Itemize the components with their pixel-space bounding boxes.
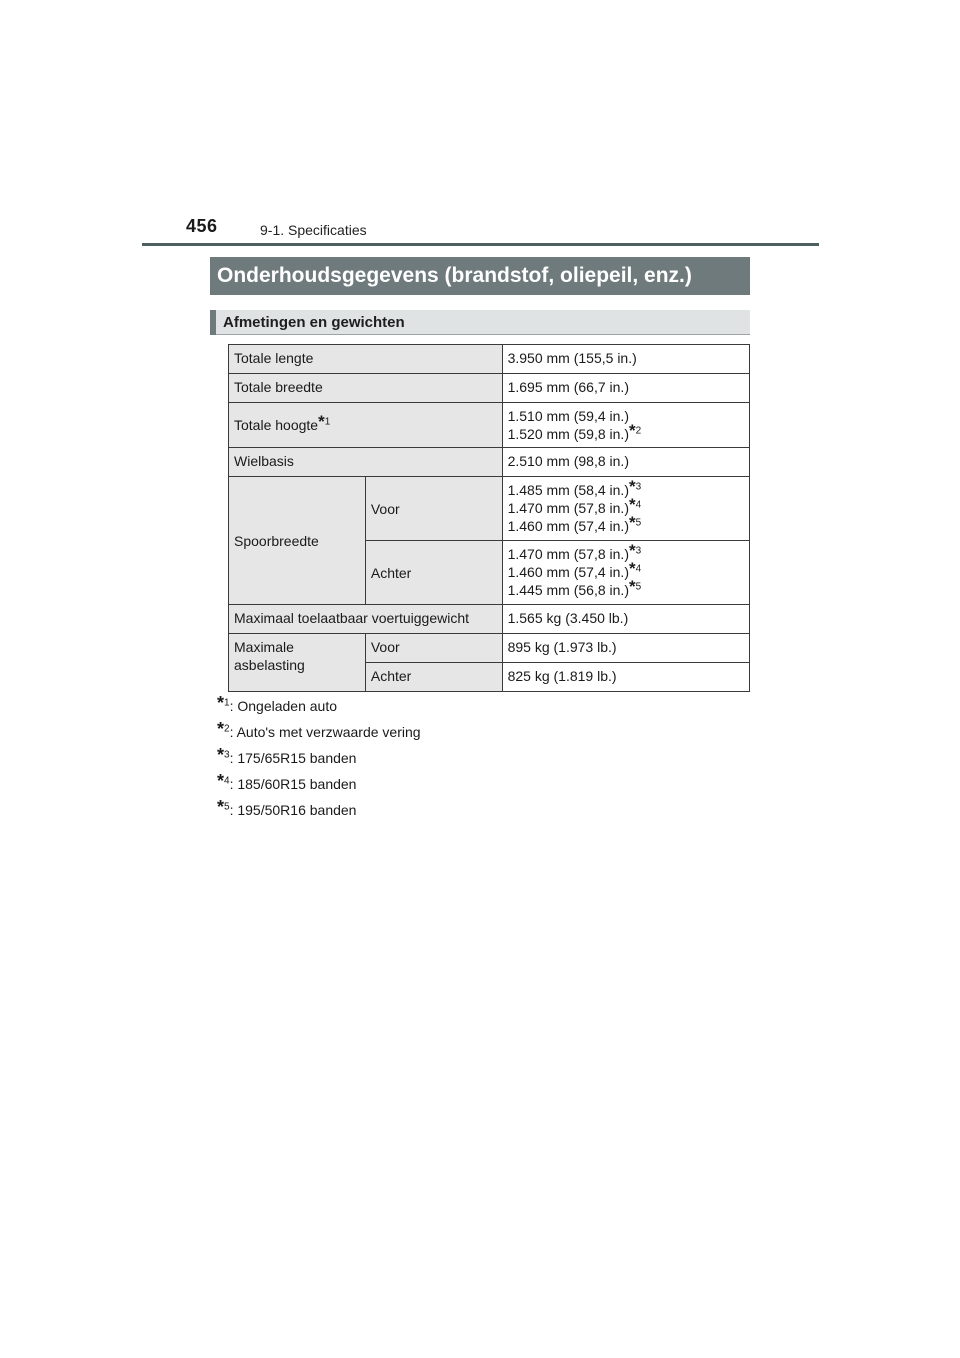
value-line <box>507 513 744 535</box>
value-text: 1.470 mm (57,8 in.) <box>507 546 629 562</box>
footnote-star: * <box>628 421 636 440</box>
value-totale-lengte: 3.950 mm (155,5 in.) <box>502 345 749 374</box>
dimensions-weights-table <box>228 344 750 692</box>
label-totale-hoogte-cell <box>229 403 503 448</box>
footnote-ref: 4 <box>635 499 642 511</box>
table-row <box>229 403 750 448</box>
value-max-gewicht: 1.565 kg (3.450 lb.) <box>502 605 749 634</box>
value-line <box>507 495 744 517</box>
value-spoorbreedte-achter-cell <box>502 541 749 605</box>
value-line <box>507 577 744 599</box>
table-row <box>229 345 750 374</box>
page-title: Onderhoudsgegevens (brandstof, oliepeil, enz.) <box>210 257 750 295</box>
value-text: 1.460 mm (57,4 in.) <box>507 518 629 534</box>
footnote-text: : Ongeladen auto <box>229 698 337 714</box>
footnote-star: * <box>628 495 636 514</box>
value-totale-hoogte-cell <box>502 403 749 448</box>
footnote-star: * <box>217 719 225 739</box>
footnote-star: * <box>628 559 636 578</box>
table-row <box>229 374 750 403</box>
footnote-star: * <box>217 693 225 713</box>
footnote-item <box>217 694 421 720</box>
footnote-star: * <box>318 412 325 431</box>
footnote-ref: 5 <box>635 581 642 593</box>
footnote-item <box>217 772 421 798</box>
value-text: 1.485 mm (58,4 in.) <box>507 482 629 498</box>
subsection-header <box>210 310 750 335</box>
footnote-ref: 2 <box>635 425 642 437</box>
label-wielbasis: Wielbasis <box>229 448 503 477</box>
value-text: 1.470 mm (57,8 in.) <box>507 500 629 516</box>
footnote-ref: 4 <box>635 563 642 575</box>
footnote-star: * <box>628 477 636 496</box>
label-spoorbreedte-voor: Voor <box>365 477 502 541</box>
footnote-number: 1 <box>224 697 230 709</box>
footnote-star: * <box>217 771 225 791</box>
label-spoorbreedte-achter: Achter <box>365 541 502 605</box>
footnote-number: 5 <box>224 801 230 813</box>
value-line <box>507 541 744 563</box>
footnote-text: : 185/60R15 banden <box>229 776 357 792</box>
subsection-title: Afmetingen en gewichten <box>223 314 405 331</box>
footnote-text: : Auto's met verzwaarde vering <box>229 724 421 740</box>
footnote-ref: 1 <box>324 416 331 428</box>
label-asbelasting-achter: Achter <box>365 663 502 692</box>
value-totale-hoogte-2-line <box>507 421 744 443</box>
footnote-text: : 175/65R15 banden <box>229 750 357 766</box>
table-row <box>229 448 750 477</box>
footnote-ref: 5 <box>635 517 642 529</box>
value-totale-hoogte-2: 1.520 mm (59,8 in.) <box>507 426 629 442</box>
section-reference: 9-1. Specificaties <box>260 222 367 238</box>
table-row <box>229 605 750 634</box>
table-row <box>229 477 750 541</box>
footnotes <box>217 694 421 824</box>
footnote-text: : 195/50R16 banden <box>229 802 357 818</box>
footnote-item <box>217 746 421 772</box>
label-asbelasting-voor: Voor <box>365 634 502 663</box>
value-totale-hoogte-1: 1.510 mm (59,4 in.) <box>507 408 629 424</box>
label-spoorbreedte: Spoorbreedte <box>229 477 366 605</box>
label-totale-lengte: Totale lengte <box>229 345 503 374</box>
footnote-ref: 3 <box>635 545 642 557</box>
value-spoorbreedte-voor-cell <box>502 477 749 541</box>
footnote-item <box>217 798 421 824</box>
label-totale-breedte: Totale breedte <box>229 374 503 403</box>
value-asbelasting-voor: 895 kg (1.973 lb.) <box>502 634 749 663</box>
footnote-number: 3 <box>224 749 230 761</box>
footnote-star: * <box>217 745 225 765</box>
value-line <box>507 477 744 499</box>
value-text: 1.445 mm (56,8 in.) <box>507 582 629 598</box>
header-divider <box>142 243 819 246</box>
label-max-gewicht: Maximaal toelaatbaar voertuiggewicht <box>229 605 503 634</box>
footnote-item <box>217 720 421 746</box>
footnote-star: * <box>628 577 636 596</box>
label-max-asbelasting: Maximale asbelasting <box>229 634 366 692</box>
footnote-ref: 3 <box>635 481 642 493</box>
value-asbelasting-achter: 825 kg (1.819 lb.) <box>502 663 749 692</box>
value-totale-breedte: 1.695 mm (66,7 in.) <box>502 374 749 403</box>
footnote-number: 2 <box>224 723 230 735</box>
table-row <box>229 634 750 663</box>
footnote-star: * <box>628 541 636 560</box>
subsection-underline <box>216 334 750 335</box>
footnote-star: * <box>628 513 636 532</box>
footnote-number: 4 <box>224 775 230 787</box>
footnote-star: * <box>217 797 225 817</box>
value-text: 1.460 mm (57,4 in.) <box>507 564 629 580</box>
value-line <box>507 559 744 581</box>
page-number: 456 <box>186 216 218 236</box>
value-wielbasis: 2.510 mm (98,8 in.) <box>502 448 749 477</box>
label-totale-hoogte: Totale hoogte <box>234 417 319 433</box>
